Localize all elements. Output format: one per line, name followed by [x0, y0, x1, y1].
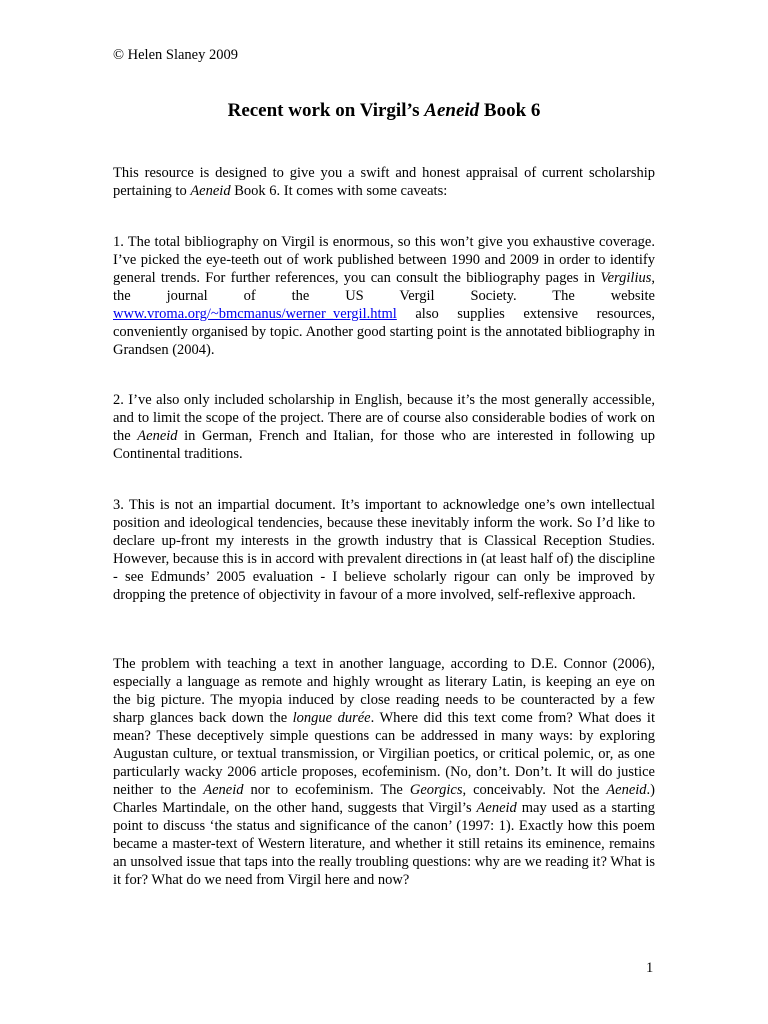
main-italic-1: longue durée [292, 710, 371, 726]
caveat-2-text: 2. I’ve also only included scholarship in English, because it’s the most generally accessible, and to limit the scope of the project. There are of course also considerable bodies of work on the [113, 392, 655, 444]
page-number: 1 [646, 960, 654, 976]
caveat-2-italic: Aeneid [137, 428, 178, 444]
main-italic-5: Aeneid [476, 800, 517, 816]
intro-paragraph [113, 164, 655, 200]
intro-text-end: Book 6. It comes with some caveats: [230, 183, 448, 199]
title-italic: Aeneid [424, 100, 480, 121]
main-italic-4: Aeneid [606, 782, 647, 798]
main-text-2: . Where did this text come from? What does it mean? These deceptively simple questions can be addressed in many ways: by exploring Augustan culture, or textual transmission, or Virgilian poetics, or critical polemic, or, as one particularly wacky 2006 article proposes, ecofeminism. (No, don’t. Don’t. It will do justice neither to the [113, 710, 655, 798]
main-text-6: may used as a starting point to discuss ‘the status and significance of the canon’ (1997: 1). Exactly how this poem became a master-text of Western literature, and whether it still retains its eminence, remains an unsolved issue that taps into the really troubling questions: why are we reading it? What is it for? What do we need from Virgil here and now? [113, 800, 655, 888]
main-italic-2: Aeneid [203, 782, 244, 798]
intro-italic: Aeneid [190, 183, 231, 199]
main-text-5: .) Charles Martindale, on the other hand, suggests that Virgil’s [113, 782, 656, 816]
caveat-paragraph-2 [113, 391, 655, 463]
caveat-paragraph-3: 3. This is not an impartial document. It’s important to acknowledge one’s own intellectual position and ideological tendencies, because these inevitably inform the work. So I’d like to declare up-front my interests in the growth industry that is Classical Reception Studies. However, because this is in accord with prevalent directions in (at least half of) the discipline - see Edmunds’ 2005 evaluation - I believe scholarly rigour can only be improved by dropping the pretence of objectivity in favour of a more involved, self-reflexive approach. [113, 497, 655, 603]
caveat-1-text: 1. The total bibliography on Virgil is enormous, so this won’t give you exhaustive coverage. I’ve picked the eye-teeth out of work published between 1990 and 2009 in order to identify general trends. For further references, you can consult the bibliography pages in [113, 234, 655, 286]
page-title [0, 100, 768, 122]
caveat-1-text-mid: , the journal of the US Vergil Society. The website [113, 270, 655, 304]
title-text: Recent work on Virgil’s [227, 100, 425, 121]
main-text-3: nor to ecofeminism. The [243, 782, 410, 798]
main-text-1: The problem with teaching a text in another language, according to D.E. Connor (2006), especially a language as remote and highly wrought as literary Latin, is keeping an eye on the big picture. The myopia induced by close reading needs to be counteracted by a few sharp glances back down the [113, 656, 655, 726]
main-italic-3: Georgics [409, 782, 463, 798]
title-text-end: Book 6 [479, 100, 541, 121]
caveat-1-italic: Vergilius [600, 270, 652, 286]
intro-text: This resource is designed to give you a swift and honest appraisal of current scholarship pertaining to [113, 165, 655, 199]
main-paragraph [113, 655, 655, 889]
caveat-1-text-end: also supplies extensive resources, conveniently organised by topic. Another good starting point is the annotated bibliography in Grandsen (2004). [113, 306, 655, 358]
caveat-2-text-end: in German, French and Italian, for those who are interested in following up Continental traditions. [113, 428, 655, 462]
caveat-paragraph-1 [113, 233, 655, 359]
vroma-link[interactable]: www.vroma.org/~bmcmanus/werner_vergil.html [113, 306, 397, 322]
main-text-4: , conceivably. Not the [462, 782, 607, 798]
copyright-header: © Helen Slaney 2009 [113, 47, 238, 63]
